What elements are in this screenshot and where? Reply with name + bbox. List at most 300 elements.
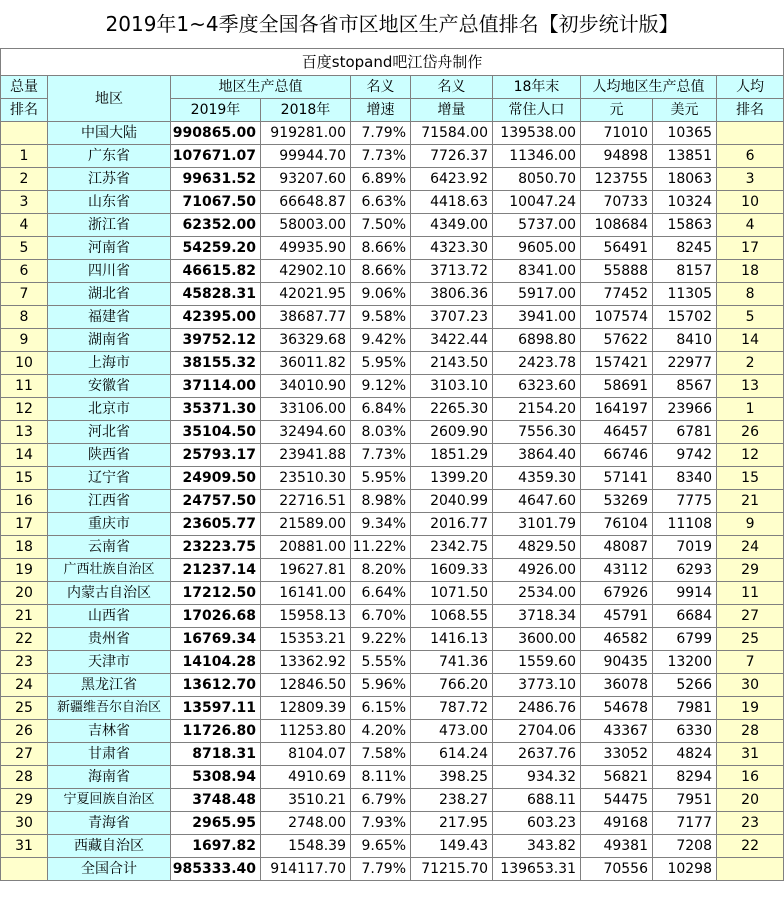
table-row bbox=[1, 651, 784, 674]
increase-cell: 71584.00 bbox=[411, 122, 493, 145]
region-cell: 青海省 bbox=[48, 812, 171, 835]
per-capita-yuan-cell: 94898 bbox=[581, 145, 653, 168]
per-capita-yuan-header: 元 bbox=[581, 99, 653, 122]
population-cell: 343.82 bbox=[493, 835, 581, 858]
gdp-2018-cell: 19627.81 bbox=[261, 559, 351, 582]
gdp-2018-cell: 42902.10 bbox=[261, 260, 351, 283]
growth-cell: 8.66% bbox=[351, 237, 411, 260]
increase-cell: 2342.75 bbox=[411, 536, 493, 559]
per-capita-rank-cell: 31 bbox=[717, 743, 784, 766]
growth-cell: 7.73% bbox=[351, 145, 411, 168]
table-row bbox=[1, 490, 784, 513]
increase-cell: 1609.33 bbox=[411, 559, 493, 582]
per-capita-usd-cell: 15702 bbox=[653, 306, 717, 329]
population-cell: 9605.00 bbox=[493, 237, 581, 260]
gdp-2019-cell: 990865.00 bbox=[171, 122, 261, 145]
population-cell: 4647.60 bbox=[493, 490, 581, 513]
population-cell: 5737.00 bbox=[493, 214, 581, 237]
rank-cell: 1 bbox=[1, 145, 48, 168]
rank-cell: 5 bbox=[1, 237, 48, 260]
gdp-2018-cell: 99944.70 bbox=[261, 145, 351, 168]
region-cell: 辽宁省 bbox=[48, 467, 171, 490]
per-capita-yuan-cell: 55888 bbox=[581, 260, 653, 283]
region-cell: 海南省 bbox=[48, 766, 171, 789]
gdp-2018-cell: 919281.00 bbox=[261, 122, 351, 145]
per-capita-usd-cell: 11305 bbox=[653, 283, 717, 306]
gdp-2018-cell: 22716.51 bbox=[261, 490, 351, 513]
per-capita-usd-cell: 6293 bbox=[653, 559, 717, 582]
per-capita-rank-cell: 28 bbox=[717, 720, 784, 743]
per-capita-yuan-cell: 57622 bbox=[581, 329, 653, 352]
per-capita-rank-cell: 21 bbox=[717, 490, 784, 513]
population-cell: 139653.31 bbox=[493, 858, 581, 881]
per-capita-usd-cell: 7177 bbox=[653, 812, 717, 835]
rank-cell: 13 bbox=[1, 421, 48, 444]
region-cell: 重庆市 bbox=[48, 513, 171, 536]
increase-cell: 1068.55 bbox=[411, 605, 493, 628]
region-cell: 云南省 bbox=[48, 536, 171, 559]
region-cell: 江苏省 bbox=[48, 168, 171, 191]
increase-cell: 2143.50 bbox=[411, 352, 493, 375]
table-row bbox=[1, 237, 784, 260]
increase-cell: 398.25 bbox=[411, 766, 493, 789]
population-cell: 6323.60 bbox=[493, 375, 581, 398]
rank-cell: 26 bbox=[1, 720, 48, 743]
per-capita-rank-cell: 29 bbox=[717, 559, 784, 582]
region-cell: 宁夏回族自治区 bbox=[48, 789, 171, 812]
per-capita-yuan-cell: 108684 bbox=[581, 214, 653, 237]
growth-header-bottom: 增速 bbox=[351, 99, 411, 122]
table-row bbox=[1, 697, 784, 720]
rank-cell: 14 bbox=[1, 444, 48, 467]
per-capita-usd-cell: 9914 bbox=[653, 582, 717, 605]
table-row bbox=[1, 536, 784, 559]
gdp-2018-cell: 12809.39 bbox=[261, 697, 351, 720]
increase-cell: 4349.00 bbox=[411, 214, 493, 237]
growth-cell: 9.58% bbox=[351, 306, 411, 329]
table-row bbox=[1, 812, 784, 835]
table-row bbox=[1, 421, 784, 444]
growth-cell: 9.42% bbox=[351, 329, 411, 352]
growth-cell: 9.34% bbox=[351, 513, 411, 536]
increase-cell: 3713.72 bbox=[411, 260, 493, 283]
region-cell: 上海市 bbox=[48, 352, 171, 375]
region-cell: 内蒙古自治区 bbox=[48, 582, 171, 605]
gdp-2018-cell: 42021.95 bbox=[261, 283, 351, 306]
region-cell: 广西壮族自治区 bbox=[48, 559, 171, 582]
rank-cell: 8 bbox=[1, 306, 48, 329]
region-cell: 北京市 bbox=[48, 398, 171, 421]
increase-cell: 3707.23 bbox=[411, 306, 493, 329]
gdp-2018-cell: 49935.90 bbox=[261, 237, 351, 260]
per-capita-usd-cell: 8410 bbox=[653, 329, 717, 352]
rank-cell: 18 bbox=[1, 536, 48, 559]
gdp-2018-cell: 32494.60 bbox=[261, 421, 351, 444]
table-row bbox=[1, 306, 784, 329]
increase-cell: 2040.99 bbox=[411, 490, 493, 513]
increase-cell: 1071.50 bbox=[411, 582, 493, 605]
table-row bbox=[1, 605, 784, 628]
per-capita-yuan-cell: 45791 bbox=[581, 605, 653, 628]
growth-cell: 8.98% bbox=[351, 490, 411, 513]
gdp-2018-cell: 36011.82 bbox=[261, 352, 351, 375]
increase-cell: 2265.30 bbox=[411, 398, 493, 421]
per-capita-usd-cell: 8294 bbox=[653, 766, 717, 789]
per-capita-usd-cell: 22977 bbox=[653, 352, 717, 375]
per-capita-rank-cell: 3 bbox=[717, 168, 784, 191]
gdp-2019-cell: 45828.31 bbox=[171, 283, 261, 306]
per-capita-rank-cell bbox=[717, 122, 784, 145]
per-capita-yuan-cell: 164197 bbox=[581, 398, 653, 421]
region-cell: 广东省 bbox=[48, 145, 171, 168]
gdp-2018-cell: 914117.70 bbox=[261, 858, 351, 881]
table-row bbox=[1, 214, 784, 237]
gdp-2019-cell: 23605.77 bbox=[171, 513, 261, 536]
population-cell: 4829.50 bbox=[493, 536, 581, 559]
population-header-top: 18年末 bbox=[493, 76, 581, 99]
region-cell: 浙江省 bbox=[48, 214, 171, 237]
gdp-2019-header: 2019年 bbox=[171, 99, 261, 122]
gdp-2018-cell: 20881.00 bbox=[261, 536, 351, 559]
per-capita-usd-cell: 7951 bbox=[653, 789, 717, 812]
per-capita-usd-cell: 10365 bbox=[653, 122, 717, 145]
per-capita-rank-cell: 20 bbox=[717, 789, 784, 812]
region-cell: 天津市 bbox=[48, 651, 171, 674]
per-capita-rank-cell: 6 bbox=[717, 145, 784, 168]
rank-header-top: 总量 bbox=[1, 76, 48, 99]
per-capita-usd-cell: 13200 bbox=[653, 651, 717, 674]
rank-cell: 27 bbox=[1, 743, 48, 766]
per-capita-yuan-cell: 46457 bbox=[581, 421, 653, 444]
per-capita-usd-cell: 6781 bbox=[653, 421, 717, 444]
growth-cell: 9.22% bbox=[351, 628, 411, 651]
per-capita-yuan-cell: 56491 bbox=[581, 237, 653, 260]
gdp-2019-cell: 42395.00 bbox=[171, 306, 261, 329]
rank-cell: 10 bbox=[1, 352, 48, 375]
gdp-2018-cell: 58003.00 bbox=[261, 214, 351, 237]
table-row bbox=[1, 145, 784, 168]
region-cell: 河北省 bbox=[48, 421, 171, 444]
per-capita-rank-cell: 16 bbox=[717, 766, 784, 789]
per-capita-usd-cell: 18063 bbox=[653, 168, 717, 191]
gdp-2019-cell: 35371.30 bbox=[171, 398, 261, 421]
increase-header-bottom: 增量 bbox=[411, 99, 493, 122]
per-capita-rank-cell: 1 bbox=[717, 398, 784, 421]
growth-cell: 6.84% bbox=[351, 398, 411, 421]
population-cell: 4926.00 bbox=[493, 559, 581, 582]
per-capita-yuan-cell: 53269 bbox=[581, 490, 653, 513]
increase-cell: 614.24 bbox=[411, 743, 493, 766]
gdp-2018-cell: 1548.39 bbox=[261, 835, 351, 858]
population-cell: 3600.00 bbox=[493, 628, 581, 651]
gdp-2018-cell: 34010.90 bbox=[261, 375, 351, 398]
gdp-2019-cell: 38155.32 bbox=[171, 352, 261, 375]
table-row bbox=[1, 858, 784, 881]
growth-cell: 6.15% bbox=[351, 697, 411, 720]
rank-cell: 7 bbox=[1, 283, 48, 306]
table-row bbox=[1, 283, 784, 306]
rank-cell bbox=[1, 122, 48, 145]
population-cell: 7556.30 bbox=[493, 421, 581, 444]
table-row bbox=[1, 674, 784, 697]
increase-cell: 3422.44 bbox=[411, 329, 493, 352]
per-capita-rank-cell: 10 bbox=[717, 191, 784, 214]
growth-cell: 7.93% bbox=[351, 812, 411, 835]
per-capita-usd-cell: 9742 bbox=[653, 444, 717, 467]
per-capita-rank-header-top: 人均 bbox=[717, 76, 784, 99]
growth-cell: 7.79% bbox=[351, 858, 411, 881]
per-capita-usd-cell: 6684 bbox=[653, 605, 717, 628]
per-capita-yuan-cell: 57141 bbox=[581, 467, 653, 490]
table-row bbox=[1, 444, 784, 467]
per-capita-yuan-cell: 77452 bbox=[581, 283, 653, 306]
per-capita-rank-cell: 12 bbox=[717, 444, 784, 467]
rank-cell: 15 bbox=[1, 467, 48, 490]
gdp-2018-cell: 8104.07 bbox=[261, 743, 351, 766]
gdp-2019-cell: 23223.75 bbox=[171, 536, 261, 559]
table-row bbox=[1, 467, 784, 490]
table-row bbox=[1, 513, 784, 536]
growth-cell: 9.06% bbox=[351, 283, 411, 306]
per-capita-rank-header-bottom: 排名 bbox=[717, 99, 784, 122]
gdp-2019-cell: 17212.50 bbox=[171, 582, 261, 605]
per-capita-yuan-cell: 48087 bbox=[581, 536, 653, 559]
growth-cell: 5.96% bbox=[351, 674, 411, 697]
rank-cell: 22 bbox=[1, 628, 48, 651]
table-row bbox=[1, 628, 784, 651]
author-credit: 百度stopand吧江岱舟制作 bbox=[1, 49, 784, 76]
per-capita-rank-cell: 5 bbox=[717, 306, 784, 329]
growth-cell: 7.73% bbox=[351, 444, 411, 467]
table-row bbox=[1, 375, 784, 398]
per-capita-usd-cell: 6799 bbox=[653, 628, 717, 651]
per-capita-rank-cell: 23 bbox=[717, 812, 784, 835]
per-capita-rank-cell: 4 bbox=[717, 214, 784, 237]
gdp-2019-cell: 985333.40 bbox=[171, 858, 261, 881]
per-capita-usd-cell: 10324 bbox=[653, 191, 717, 214]
population-cell: 8341.00 bbox=[493, 260, 581, 283]
per-capita-usd-cell: 15863 bbox=[653, 214, 717, 237]
rank-cell: 3 bbox=[1, 191, 48, 214]
table-row bbox=[1, 766, 784, 789]
per-capita-rank-cell: 2 bbox=[717, 352, 784, 375]
gdp-2019-cell: 46615.82 bbox=[171, 260, 261, 283]
growth-cell: 7.50% bbox=[351, 214, 411, 237]
gdp-2019-cell: 14104.28 bbox=[171, 651, 261, 674]
per-capita-yuan-cell: 36078 bbox=[581, 674, 653, 697]
population-cell: 2154.20 bbox=[493, 398, 581, 421]
region-cell: 江西省 bbox=[48, 490, 171, 513]
per-capita-rank-cell: 25 bbox=[717, 628, 784, 651]
gdp-2018-cell: 15353.21 bbox=[261, 628, 351, 651]
per-capita-rank-cell: 8 bbox=[717, 283, 784, 306]
increase-cell: 1399.20 bbox=[411, 467, 493, 490]
region-cell: 安徽省 bbox=[48, 375, 171, 398]
per-capita-usd-cell: 8157 bbox=[653, 260, 717, 283]
gdp-2018-cell: 23510.30 bbox=[261, 467, 351, 490]
growth-cell: 5.95% bbox=[351, 467, 411, 490]
gdp-2019-cell: 35104.50 bbox=[171, 421, 261, 444]
gdp-2018-cell: 2748.00 bbox=[261, 812, 351, 835]
gdp-header: 地区生产总值 bbox=[171, 76, 351, 99]
population-cell: 3864.40 bbox=[493, 444, 581, 467]
gdp-2019-cell: 71067.50 bbox=[171, 191, 261, 214]
per-capita-usd-cell: 7208 bbox=[653, 835, 717, 858]
per-capita-usd-cell: 7775 bbox=[653, 490, 717, 513]
per-capita-rank-cell: 22 bbox=[717, 835, 784, 858]
population-header-bottom: 常住人口 bbox=[493, 99, 581, 122]
region-cell: 中国大陆 bbox=[48, 122, 171, 145]
gdp-2018-cell: 36329.68 bbox=[261, 329, 351, 352]
population-cell: 2423.78 bbox=[493, 352, 581, 375]
region-cell: 甘肃省 bbox=[48, 743, 171, 766]
increase-cell: 2016.77 bbox=[411, 513, 493, 536]
per-capita-yuan-cell: 58691 bbox=[581, 375, 653, 398]
rank-cell: 24 bbox=[1, 674, 48, 697]
gdp-2019-cell: 8718.31 bbox=[171, 743, 261, 766]
gdp-2019-cell: 107671.07 bbox=[171, 145, 261, 168]
per-capita-yuan-cell: 76104 bbox=[581, 513, 653, 536]
per-capita-rank-cell: 9 bbox=[717, 513, 784, 536]
gdp-2018-cell: 33106.00 bbox=[261, 398, 351, 421]
gdp-2018-cell: 38687.77 bbox=[261, 306, 351, 329]
per-capita-header: 人均地区生产总值 bbox=[581, 76, 717, 99]
per-capita-rank-cell: 17 bbox=[717, 237, 784, 260]
region-cell: 新疆维吾尔自治区 bbox=[48, 697, 171, 720]
page-title: 2019年1~4季度全国各省市区地区生产总值排名【初步统计版】 bbox=[1, 0, 784, 49]
per-capita-yuan-cell: 46582 bbox=[581, 628, 653, 651]
rank-cell: 17 bbox=[1, 513, 48, 536]
population-cell: 10047.24 bbox=[493, 191, 581, 214]
population-cell: 603.23 bbox=[493, 812, 581, 835]
rank-cell: 28 bbox=[1, 766, 48, 789]
increase-cell: 3103.10 bbox=[411, 375, 493, 398]
growth-cell: 6.64% bbox=[351, 582, 411, 605]
population-cell: 6898.80 bbox=[493, 329, 581, 352]
table-row bbox=[1, 789, 784, 812]
per-capita-usd-cell: 23966 bbox=[653, 398, 717, 421]
gdp-2018-cell: 16141.00 bbox=[261, 582, 351, 605]
growth-cell: 9.65% bbox=[351, 835, 411, 858]
per-capita-rank-cell: 7 bbox=[717, 651, 784, 674]
rank-cell: 25 bbox=[1, 697, 48, 720]
population-cell: 3941.00 bbox=[493, 306, 581, 329]
increase-cell: 1416.13 bbox=[411, 628, 493, 651]
per-capita-usd-cell: 13851 bbox=[653, 145, 717, 168]
per-capita-yuan-cell: 43367 bbox=[581, 720, 653, 743]
gdp-2019-cell: 54259.20 bbox=[171, 237, 261, 260]
per-capita-usd-cell: 5266 bbox=[653, 674, 717, 697]
rank-cell: 6 bbox=[1, 260, 48, 283]
rank-cell bbox=[1, 858, 48, 881]
per-capita-usd-cell: 8567 bbox=[653, 375, 717, 398]
gdp-2019-cell: 3748.48 bbox=[171, 789, 261, 812]
rank-cell: 9 bbox=[1, 329, 48, 352]
gdp-2019-cell: 62352.00 bbox=[171, 214, 261, 237]
population-cell: 4359.30 bbox=[493, 467, 581, 490]
per-capita-rank-cell: 26 bbox=[717, 421, 784, 444]
gdp-2018-cell: 12846.50 bbox=[261, 674, 351, 697]
table-row bbox=[1, 559, 784, 582]
population-cell: 1559.60 bbox=[493, 651, 581, 674]
gdp-2019-cell: 1697.82 bbox=[171, 835, 261, 858]
gdp-2019-cell: 2965.95 bbox=[171, 812, 261, 835]
increase-header-top: 名义 bbox=[411, 76, 493, 99]
region-cell: 湖北省 bbox=[48, 283, 171, 306]
table-row bbox=[1, 743, 784, 766]
table-row bbox=[1, 122, 784, 145]
gdp-2019-cell: 17026.68 bbox=[171, 605, 261, 628]
gdp-2019-cell: 16769.34 bbox=[171, 628, 261, 651]
per-capita-yuan-cell: 54678 bbox=[581, 697, 653, 720]
population-cell: 11346.00 bbox=[493, 145, 581, 168]
per-capita-yuan-cell: 56821 bbox=[581, 766, 653, 789]
per-capita-usd-cell: 7981 bbox=[653, 697, 717, 720]
region-header: 地区 bbox=[48, 76, 171, 122]
per-capita-rank-cell: 15 bbox=[717, 467, 784, 490]
population-cell: 688.11 bbox=[493, 789, 581, 812]
growth-cell: 8.20% bbox=[351, 559, 411, 582]
table-row bbox=[1, 582, 784, 605]
increase-cell: 741.36 bbox=[411, 651, 493, 674]
table-row bbox=[1, 191, 784, 214]
per-capita-yuan-cell: 66746 bbox=[581, 444, 653, 467]
per-capita-yuan-cell: 49168 bbox=[581, 812, 653, 835]
region-cell: 湖南省 bbox=[48, 329, 171, 352]
per-capita-rank-cell: 14 bbox=[717, 329, 784, 352]
per-capita-yuan-cell: 107574 bbox=[581, 306, 653, 329]
per-capita-usd-cell: 7019 bbox=[653, 536, 717, 559]
rank-cell: 29 bbox=[1, 789, 48, 812]
growth-cell: 9.12% bbox=[351, 375, 411, 398]
per-capita-yuan-cell: 157421 bbox=[581, 352, 653, 375]
region-cell: 福建省 bbox=[48, 306, 171, 329]
rank-cell: 30 bbox=[1, 812, 48, 835]
per-capita-rank-cell: 27 bbox=[717, 605, 784, 628]
increase-cell: 7726.37 bbox=[411, 145, 493, 168]
rank-cell: 16 bbox=[1, 490, 48, 513]
region-cell: 河南省 bbox=[48, 237, 171, 260]
growth-cell: 7.58% bbox=[351, 743, 411, 766]
gdp-2018-cell: 93207.60 bbox=[261, 168, 351, 191]
population-cell: 3773.10 bbox=[493, 674, 581, 697]
growth-cell: 4.20% bbox=[351, 720, 411, 743]
per-capita-yuan-cell: 54475 bbox=[581, 789, 653, 812]
gdp-2019-cell: 39752.12 bbox=[171, 329, 261, 352]
gdp-2019-cell: 25793.17 bbox=[171, 444, 261, 467]
increase-cell: 473.00 bbox=[411, 720, 493, 743]
increase-cell: 6423.92 bbox=[411, 168, 493, 191]
table-row bbox=[1, 720, 784, 743]
gdp-2019-cell: 21237.14 bbox=[171, 559, 261, 582]
gdp-2019-cell: 24909.50 bbox=[171, 467, 261, 490]
region-cell: 贵州省 bbox=[48, 628, 171, 651]
per-capita-yuan-cell: 33052 bbox=[581, 743, 653, 766]
per-capita-rank-cell: 11 bbox=[717, 582, 784, 605]
gdp-2018-cell: 3510.21 bbox=[261, 789, 351, 812]
per-capita-rank-cell: 13 bbox=[717, 375, 784, 398]
gdp-2019-cell: 99631.52 bbox=[171, 168, 261, 191]
per-capita-usd-cell: 6330 bbox=[653, 720, 717, 743]
population-cell: 8050.70 bbox=[493, 168, 581, 191]
per-capita-yuan-cell: 70733 bbox=[581, 191, 653, 214]
rank-header-bottom: 排名 bbox=[1, 99, 48, 122]
per-capita-yuan-cell: 70556 bbox=[581, 858, 653, 881]
growth-cell: 6.63% bbox=[351, 191, 411, 214]
rank-cell: 23 bbox=[1, 651, 48, 674]
growth-cell: 8.03% bbox=[351, 421, 411, 444]
rank-cell: 4 bbox=[1, 214, 48, 237]
